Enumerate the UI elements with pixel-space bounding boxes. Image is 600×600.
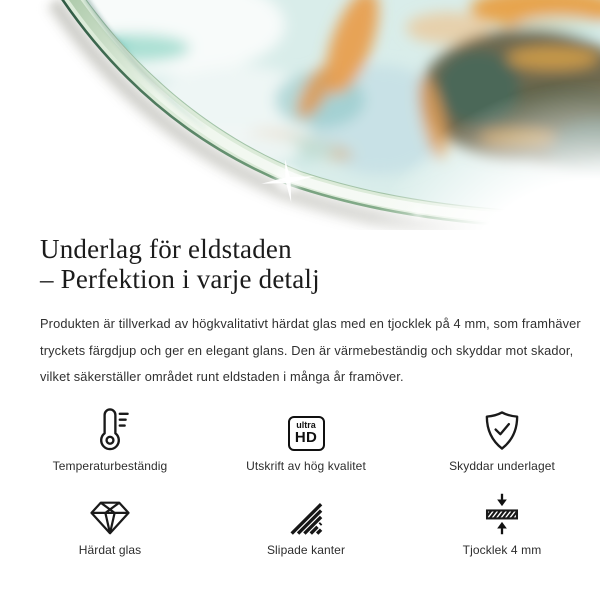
feature-polished-edges: [208, 488, 404, 558]
thermometer-icon: [87, 404, 133, 452]
shield-check-icon: [480, 404, 524, 452]
bevel-stripes-icon: [286, 488, 326, 536]
ultra-hd-badge-bottom: HD: [294, 429, 318, 446]
product-image: [0, 0, 600, 230]
product-description: [40, 311, 581, 391]
heading-line-1: Underlag för eldstaden: [40, 234, 292, 264]
feature-label: Slipade kanter: [266, 542, 346, 557]
feature-label: Tjocklek 4 mm: [462, 542, 542, 557]
features-grid: [12, 404, 600, 558]
feature-temperature-resistant: [12, 404, 208, 474]
feature-label: Utskrift av hög kvalitet: [246, 458, 366, 473]
small-glint: [414, 209, 423, 218]
ultra-hd-badge-top: ultra: [296, 420, 316, 430]
ultra-hd-icon: [288, 404, 325, 452]
description-line: vilket säkerställer området runt eldstaden i många år framöver.: [40, 369, 404, 384]
feature-label: Skyddar underlaget: [449, 458, 555, 473]
feature-label: Härdat glas: [78, 542, 142, 557]
feature-label: Temperaturbeständig: [52, 458, 168, 473]
description-line: tryckets färgdjup och ger en elegant glans. Den är värmebeständig och skyddar mot skador,: [40, 342, 574, 358]
description-line: Produkten är tillverkad av högkvalitativt härdat glas med en tjocklek på 4 mm, som framhäver: [40, 316, 581, 331]
feature-protects-surface: [404, 404, 600, 474]
thickness-icon: [481, 488, 523, 536]
diamond-icon: [87, 488, 133, 536]
white-fade-overlay: [0, 0, 600, 230]
heading-line-2: – Perfektion i varje detalj: [40, 264, 320, 294]
page-title: [40, 234, 560, 294]
feature-thickness: [404, 488, 600, 558]
glass-panel-photo: [0, 0, 600, 230]
feature-print-quality: [208, 404, 404, 474]
feature-tempered-glass: [12, 488, 208, 558]
